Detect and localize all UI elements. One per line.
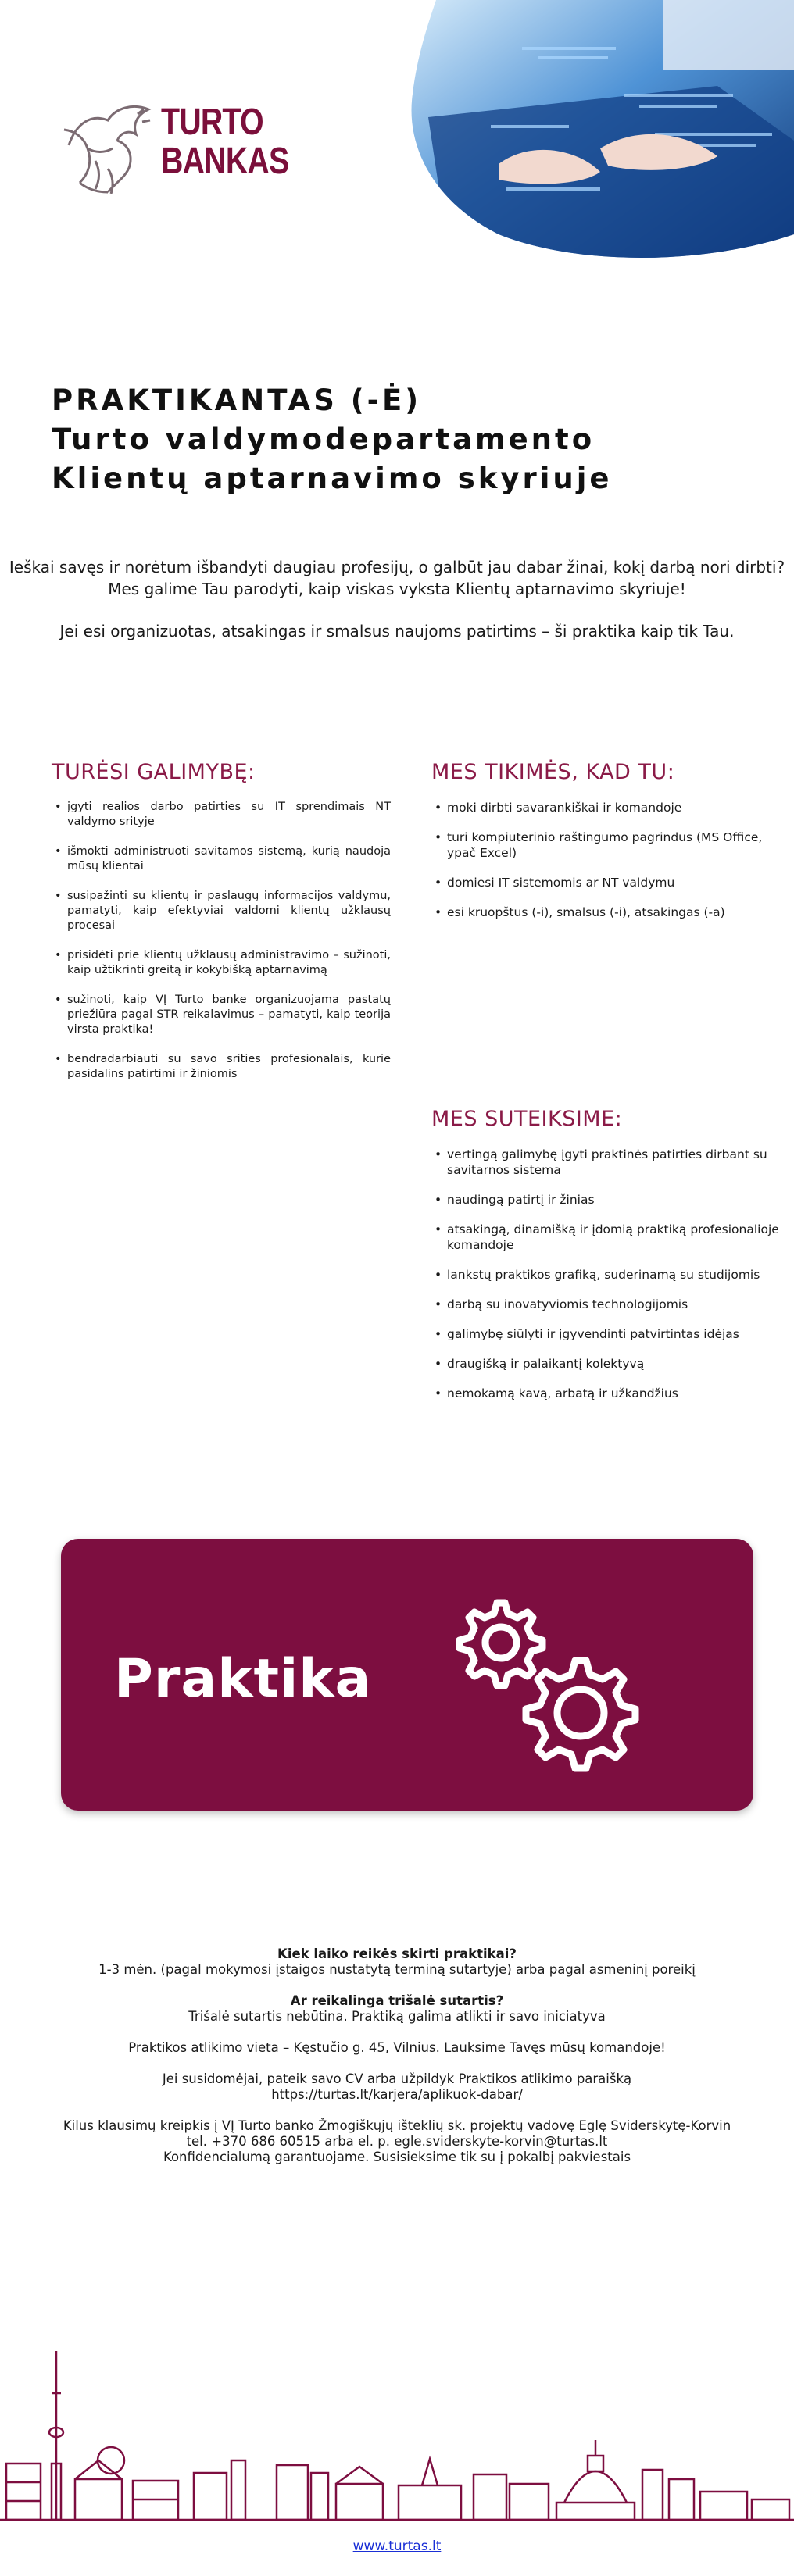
expectations-list bbox=[431, 800, 791, 920]
city-skyline-illustration bbox=[0, 2346, 794, 2531]
intro-line-2: Mes galime Tau parodyti, kaip viskas vyksta Klientų aptarnavimo skyriuje! bbox=[108, 580, 686, 598]
opportunities-heading: TURĖSI GALIMYBĘ: bbox=[52, 760, 256, 784]
list-item: • susipažinti su klientų ir paslaugų informacijos valdymu, pamatyti, kaip efektyviai valdomi klientų užklausų procesai bbox=[52, 889, 391, 933]
banner-title: Praktika bbox=[114, 1648, 372, 1710]
practice-location: Praktikos atlikimo vieta – Kęstučio g. 45, Vilnius. Lauksime Tavęs mūsų komandoje! bbox=[128, 2040, 666, 2055]
griffin-logo-icon bbox=[61, 98, 155, 208]
faq-answer-duration: 1-3 mėn. (pagal mokymosi įstaigos nustatytą terminą sutartyje) arba pagal asmeninį poreikį bbox=[98, 1962, 696, 1977]
contact-text: Kilus klausimų kreipkis į VĮ Turto banko Žmogiškųjų išteklių sk. projektų vadovę Eglę Sviderskytę-Korvin bbox=[63, 2118, 731, 2133]
apply-text: Jei susidomėjai, pateik savo CV arba užpildyk Praktikos atlikimo paraišką bbox=[162, 2071, 632, 2086]
list-item: • esi kruopštus (-i), smalsus (-i), atsakingas (-a) bbox=[431, 904, 791, 920]
footer bbox=[0, 2539, 794, 2554]
list-item: • naudingą patirtį ir žinias bbox=[431, 1192, 791, 1208]
list-item: • vertingą galimybę įgyti praktinės patirties dirbant su savitarnos sistema bbox=[431, 1147, 791, 1178]
list-item: • draugišką ir palaikantį kolektyvą bbox=[431, 1356, 791, 1372]
info-section bbox=[0, 1946, 794, 2165]
list-item: • moki dirbti savarankiškai ir komandoje bbox=[431, 800, 791, 815]
list-item: • atsakingą, dinamišką ir įdomią praktiką profesionalioje komandoje bbox=[431, 1222, 791, 1253]
list-item: • domiesi IT sistemomis ar NT valdymu bbox=[431, 875, 791, 890]
page-title: PRAKTIKANTAS (-Ė) bbox=[52, 384, 422, 417]
offers-section bbox=[431, 1107, 791, 1415]
intro-text bbox=[0, 556, 794, 642]
list-item: • galimybę siūlyti ir įgyvendinti patvirtintas idėjas bbox=[431, 1326, 791, 1342]
faq-question-contract: Ar reikalinga trišalė sutartis? bbox=[290, 1993, 504, 2008]
logo-line-2: BANKAS bbox=[161, 141, 289, 182]
confidentiality-note: Konfidencialumą garantuojame. Susisieksime tik su į pokalbį pakviestais bbox=[163, 2150, 631, 2164]
expectations-heading: MES TIKIMĖS, KAD TU: bbox=[431, 760, 675, 784]
department-title: Turto valdymodepartamento bbox=[52, 423, 596, 456]
job-title-block bbox=[52, 381, 739, 498]
gears-icon bbox=[436, 1586, 671, 1789]
list-item: • įgyti realios darbo patirties su IT sprendimais NT valdymo srityje bbox=[52, 800, 391, 830]
list-item: • bendradarbiauti su savo srities profesionalais, kurie pasidalins patirtimi ir žiniomis bbox=[52, 1052, 391, 1082]
apply-url[interactable]: https://turtas.lt/karjera/aplikuok-dabar/ bbox=[271, 2087, 523, 2102]
faq-answer-contract: Trišalė sutartis nebūtina. Praktiką galima atlikti ir savo iniciatyva bbox=[188, 2009, 606, 2024]
list-item: • sužinoti, kaip VĮ Turto banke organizuojama pastatų priežiūra pagal STR reikalavimus – pamatyti, kaip teorija virsta praktika! bbox=[52, 993, 391, 1037]
opportunities-section bbox=[52, 760, 391, 1097]
list-item: • turi kompiuterinio raštingumo pagrindus (MS Office, ypač Excel) bbox=[431, 830, 791, 861]
logo-line-1: TURTO bbox=[161, 102, 263, 143]
list-item: • išmokti administruoti savitamos sistemą, kurią naudoja mūsų klientai bbox=[52, 844, 391, 874]
opportunities-list bbox=[52, 800, 391, 1082]
list-item: • lankstų praktikos grafiką, suderinamą su studijomis bbox=[431, 1267, 791, 1283]
division-title: Klientų aptarnavimo skyriuje bbox=[52, 462, 613, 495]
offers-list bbox=[431, 1147, 791, 1401]
intro-line-1: Ieškai savęs ir norėtum išbandyti daugiau profesijų, o galbūt jau dabar žinai, kokį darbą nori dirbti? bbox=[9, 558, 785, 576]
intro-line-3: Jei esi organizuotas, atsakingas ir smalsus naujoms patirtims – ši praktika kaip tik Tau. bbox=[59, 622, 735, 640]
website-link[interactable]: www.turtas.lt bbox=[352, 2539, 442, 2554]
contact-details: tel. +370 686 60515 arba el. p. egle.sviderskyte-korvin@turtas.lt bbox=[186, 2134, 608, 2149]
praktika-banner bbox=[61, 1539, 753, 1811]
hero-typing-image bbox=[405, 0, 794, 273]
offers-heading: MES SUTEIKSIME: bbox=[431, 1107, 623, 1131]
list-item: • darbą su inovatyviomis technologijomis bbox=[431, 1297, 791, 1312]
faq-question-duration: Kiek laiko reikės skirti praktikai? bbox=[277, 1946, 517, 1961]
company-logo bbox=[61, 98, 289, 208]
expectations-section bbox=[431, 760, 791, 934]
list-item: • prisidėti prie klientų užklausų administravimo – sužinoti, kaip užtikrinti greitą ir kokybišką aptarnavimą bbox=[52, 948, 391, 978]
list-item: • nemokamą kavą, arbatą ir užkandžius bbox=[431, 1386, 791, 1401]
